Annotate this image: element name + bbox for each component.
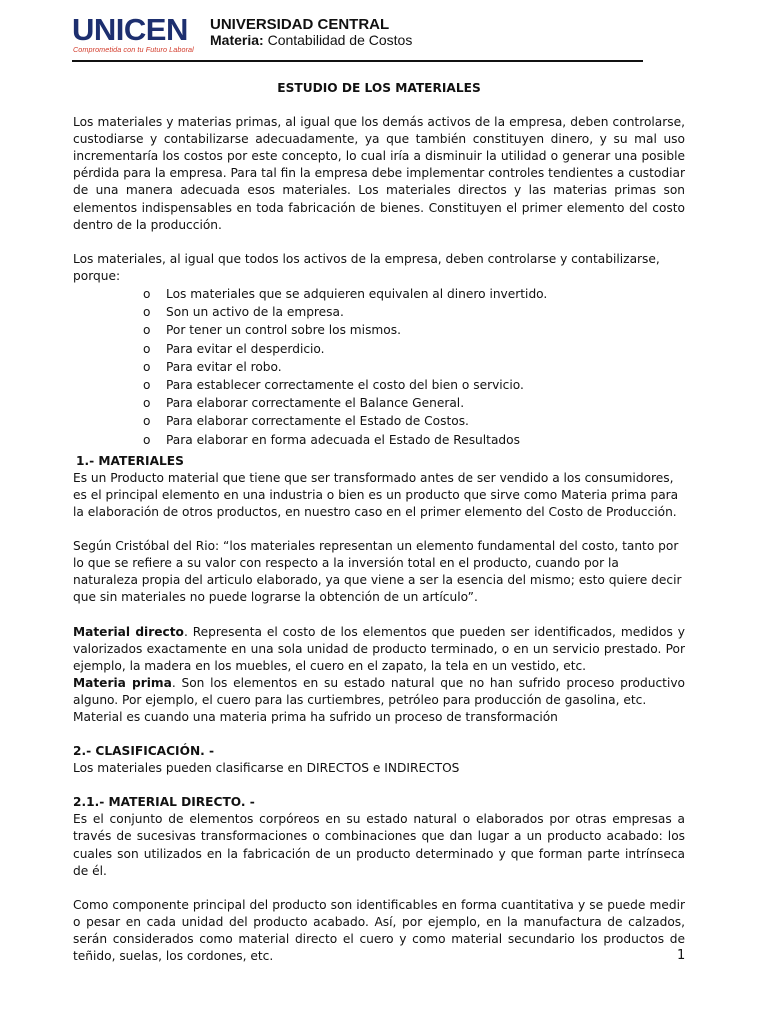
- section-1-paragraph-1: Es un Producto material que tiene que ser transformado antes de ser vendido a los consumidores, es el principal elemento en una industria o bien es un producto que sirve como Materia prima para la elaboración de otros productos, en nuestro caso en el primer elemento del Costo de Producción.: [73, 470, 679, 520]
- intro-paragraph: Los materiales y materias primas, al igual que los demás activos de la empresa, deben controlarse, custodiarse y contabilizarse adecuadamente, ya que también constituyen dinero, y su mal uso incrementaría los costos por este concepto, lo cual iría a disminuir la utilidad o generar una posible pérdida para la empresa. Para tal fin la empresa debe implementar controles tendientes a custodiar de una manera adecuada esos materiales. Los materiales directos y las materias primas son elementos indispensables en toda fabricación de bienes. Constituyen el primer elemento del costo dentro de la producción.: [73, 115, 685, 232]
- list-item: [143, 376, 685, 394]
- bullet-marker: o: [143, 432, 151, 447]
- page-header: [0, 0, 768, 66]
- list-item-text: Para elaborar en forma adecuada el Estado de Resultados: [166, 432, 520, 447]
- bullet-marker: o: [143, 396, 151, 411]
- section-2-1-heading: 2.1.- MATERIAL DIRECTO. -: [73, 795, 255, 810]
- unicen-logo: [72, 14, 200, 56]
- list-item-text: Por tener un control sobre los mismos.: [166, 323, 401, 338]
- materia-prima-definition: [73, 675, 685, 709]
- university-name: UNIVERSIDAD CENTRAL: [210, 16, 390, 33]
- list-item-text: Los materiales que se adquieren equivalen al dinero invertido.: [166, 286, 548, 301]
- list-item: [143, 303, 685, 321]
- list-item: [143, 340, 685, 358]
- subject-line: [210, 32, 412, 48]
- reasons-lead: Los materiales, al igual que todos los activos de la empresa, deben controlarse y contabilizarse, porque:: [73, 251, 660, 283]
- list-item-text: Para establecer correctamente el costo del bien o servicio.: [166, 377, 524, 392]
- section-2-1-paragraph-2: Como componente principal del producto son identificables en forma cuantitativa y se puede medir o pesar en cada unidad del producto acabado. Así, por ejemplo, en la manufactura de calzados, serán considerados como material directo el cuero y como material secundario los productos de teñido, suelas, los cordones, etc.: [73, 897, 685, 964]
- materia-prima-term: Materia prima: [73, 675, 172, 690]
- material-directo-text: . Representa el costo de los elementos que pueden ser identificados, medidos y valorizados exactamente en una sola unidad de producto terminado, o en un servicio prestado. Por ejemplo, la madera en los muebles, el cuero en el zapato, la tela en un vestido, etc.: [73, 624, 685, 673]
- list-item: [143, 285, 685, 303]
- subject-label: Materia:: [210, 32, 264, 48]
- logo-wordmark: UNICEN: [72, 12, 188, 47]
- list-item-text: Para evitar el robo.: [166, 359, 282, 374]
- materia-prima-text: . Son los elementos en su estado natural que no han sufrido proceso productivo alguno. Por ejemplo, el cuero para las curtiembres, petróleo para producción de gasolina, etc.: [73, 675, 686, 707]
- list-item: [143, 321, 685, 339]
- bullet-marker: o: [143, 377, 151, 392]
- list-item: [143, 358, 685, 376]
- bullet-marker: o: [143, 286, 151, 301]
- list-item-text: Son un activo de la empresa.: [166, 305, 344, 320]
- page-number: 1: [677, 948, 686, 963]
- bullet-marker: o: [143, 359, 151, 374]
- material-directo-definition: [73, 624, 685, 675]
- logo-tagline: Comprometida con tu Futuro Laboral: [73, 45, 194, 54]
- bullet-marker: o: [143, 341, 151, 356]
- material-directo-term: Material directo: [73, 624, 184, 639]
- section-1-heading: 1.- MATERIALES: [76, 453, 184, 468]
- section-1-paragraph-2: Según Cristóbal del Rio: “los materiales representan un elemento fundamental del costo, tanto por lo que se refiere a su valor con respecto a la inversión total en el producto, cuando por la naturaleza propia del articulo elaborado, ya que viene a ser la esencia del mismo; esto quiere decir que sin materiales no puede lograrse la obtención de un artículo”.: [73, 539, 682, 605]
- subject-value: Contabilidad de Costos: [267, 32, 413, 48]
- list-item: [143, 431, 685, 449]
- section-2-heading: 2.- CLASIFICACIÓN. -: [73, 744, 215, 759]
- bullet-marker: o: [143, 305, 151, 320]
- reasons-list: [73, 285, 685, 449]
- list-item-text: Para evitar el desperdicio.: [166, 341, 325, 356]
- list-item: [143, 394, 685, 412]
- list-item-text: Para elaborar correctamente el Balance General.: [166, 396, 465, 411]
- document-title: ESTUDIO DE LOS MATERIALES: [277, 81, 481, 95]
- header-divider: [72, 60, 643, 62]
- bullet-marker: o: [143, 323, 151, 338]
- list-item-text: Para elaborar correctamente el Estado de Costos.: [166, 414, 469, 429]
- section-2-text: Los materiales pueden clasificarse en DIRECTOS e INDIRECTOS: [73, 761, 460, 776]
- section-2-1-paragraph-1: Es el conjunto de elementos corpóreos en su estado natural o elaborados por otras empresas a través de sucesivas transformaciones o combinaciones que dan lugar a un producto acabado: los cuales son utilizados en la fabricación de un producto determinado y que forman parte intrínseca de él.: [73, 812, 685, 878]
- bullet-marker: o: [143, 414, 151, 429]
- document-body: [73, 80, 685, 965]
- list-item: [143, 412, 685, 430]
- material-note: Material es cuando una materia prima ha sufrido un proceso de transformación: [73, 709, 558, 724]
